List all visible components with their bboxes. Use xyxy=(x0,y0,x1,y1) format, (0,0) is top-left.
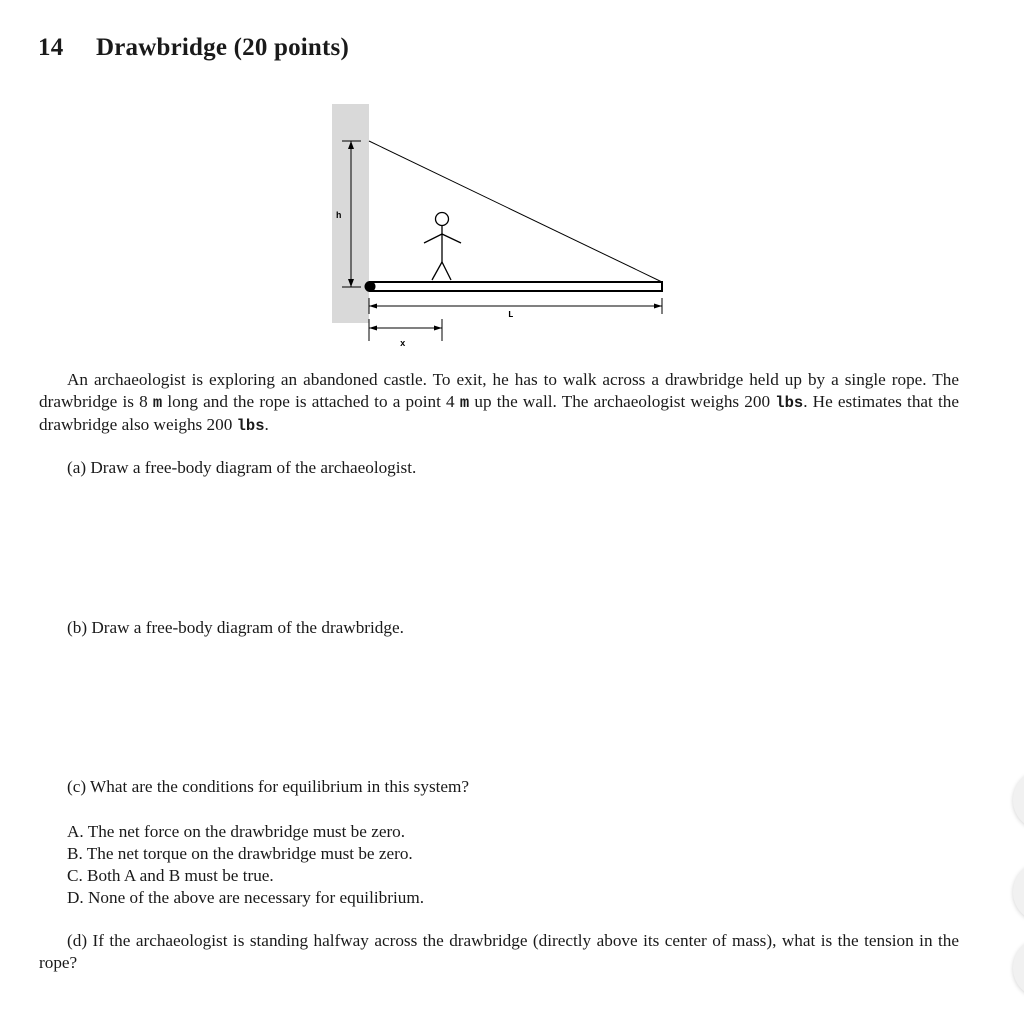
unit-pounds: lbs xyxy=(775,394,804,412)
question-a: (a) Draw a free-body diagram of the archaeologist. xyxy=(67,458,417,477)
question-c: (c) What are the conditions for equilibrium in this system? xyxy=(67,777,470,796)
section-title: Drawbridge (20 points) xyxy=(96,34,350,61)
archaeologist-stick-figure-icon xyxy=(424,213,461,281)
position-dimension xyxy=(369,319,442,349)
section-number: 14 xyxy=(38,34,64,61)
length-label: L xyxy=(508,310,514,320)
drawbridge-diagram xyxy=(320,95,680,355)
unit-meters: m xyxy=(459,394,470,412)
drawbridge-beam xyxy=(370,282,662,291)
problem-statement xyxy=(39,369,959,437)
length-dimension xyxy=(369,298,662,320)
question-c-choices xyxy=(67,821,424,909)
question-d: (d) If the archaeologist is standing halfway across the drawbridge (directly above its center of mass), what is the tension in the rope? xyxy=(39,931,959,972)
floating-action-button[interactable] xyxy=(1013,770,1024,830)
intro-text: long and the rope is attached to a point 4 xyxy=(162,392,460,411)
unit-pounds: lbs xyxy=(236,417,265,435)
choice-d: D. None of the above are necessary for equilibrium. xyxy=(67,888,424,907)
question-b: (b) Draw a free-body diagram of the drawbridge. xyxy=(67,618,404,637)
hinge-icon xyxy=(365,281,376,292)
height-label: h xyxy=(336,211,342,221)
position-label: x xyxy=(400,339,406,349)
choice-b: B. The net torque on the drawbridge must be zero. xyxy=(67,844,413,863)
choice-c: C. Both A and B must be true. xyxy=(67,866,274,885)
floating-action-button[interactable] xyxy=(1013,862,1024,922)
unit-meters: m xyxy=(152,394,163,412)
intro-text: up the wall. The archaeologist weighs 200 xyxy=(469,392,776,411)
intro-text: . xyxy=(264,415,269,434)
rope-line xyxy=(369,141,662,282)
intro-text: . He estimates that the drawbridge also weighs 200 xyxy=(39,392,960,434)
floating-action-button[interactable] xyxy=(1013,938,1024,998)
choice-a: A. The net force on the drawbridge must be zero. xyxy=(67,822,406,841)
section-heading xyxy=(38,34,349,62)
intro-text: An archaeologist is exploring an abandoned castle. To exit, he has to walk across a drawbridge held up by a single rope. The drawbridge is 8 xyxy=(39,370,959,411)
